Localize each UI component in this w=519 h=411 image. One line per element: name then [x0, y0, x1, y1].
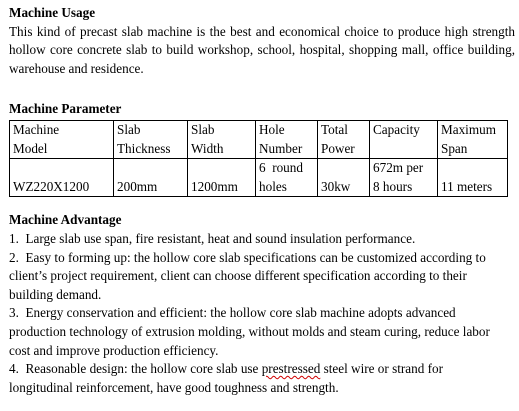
cell-width: 1200mm: [188, 159, 256, 197]
header-total-power: Total Power: [318, 120, 370, 158]
spacer: [9, 78, 519, 100]
advantage-section: [9, 211, 519, 397]
table-header-row: [10, 120, 508, 158]
header-maximum-span: Maximum Span: [438, 120, 508, 158]
list-item: 2. Easy to forming up: the hollow core slab specifications can be customized according to client’s project requirement, client can choose different specification according to their building demand.: [9, 249, 490, 302]
header-capacity: Capacity: [370, 120, 438, 158]
header-slab-width: Slab Width: [188, 120, 256, 158]
cell-thickness: 200mm: [114, 159, 188, 197]
cell-hole-number: 6 round holes: [256, 159, 318, 197]
parameter-table: [9, 120, 508, 197]
table-row: [10, 159, 508, 197]
spacer: [9, 197, 519, 211]
list-item: 1. Large slab use span, fire resistant, heat and sound insulation performance.: [9, 230, 416, 246]
list-item: 4. Reasonable design: the hollow core slab use prestressed steel wire or strand for longitudinal reinforcement, have good toughness and strength.: [9, 361, 447, 395]
cell-span: 11 meters: [438, 159, 508, 197]
advantage-heading: Machine Advantage: [9, 212, 122, 228]
header-hole-number: Hole Number: [256, 120, 318, 158]
cell-power: 30kw: [318, 159, 370, 197]
cell-capacity: 672m per 8 hours: [370, 159, 438, 197]
usage-heading: Machine Usage: [9, 5, 96, 20]
list-item: 3. Energy conservation and efficient: the hollow core slab machine adopts advanced production technology of extrusion molding, without molds and steam curing, reduce labor cost and improve production efficiency.: [9, 305, 494, 358]
parameter-heading: Machine Parameter: [9, 101, 122, 117]
cell-model: WZ220X1200: [10, 159, 114, 197]
advantage-list: [9, 230, 519, 397]
usage-section: [9, 4, 519, 78]
header-machine-model: Machine Model: [10, 120, 114, 158]
header-slab-thickness: Slab Thickness: [114, 120, 188, 158]
usage-paragraph: This kind of precast slab machine is the best and economical choice to produce high strength hollow core concrete slab to build workshop, school, hospital, shopping mall, office building, warehouse and residence.: [9, 23, 515, 76]
parameter-section: [9, 100, 519, 197]
misspelled-word: prestressed: [261, 361, 321, 377]
